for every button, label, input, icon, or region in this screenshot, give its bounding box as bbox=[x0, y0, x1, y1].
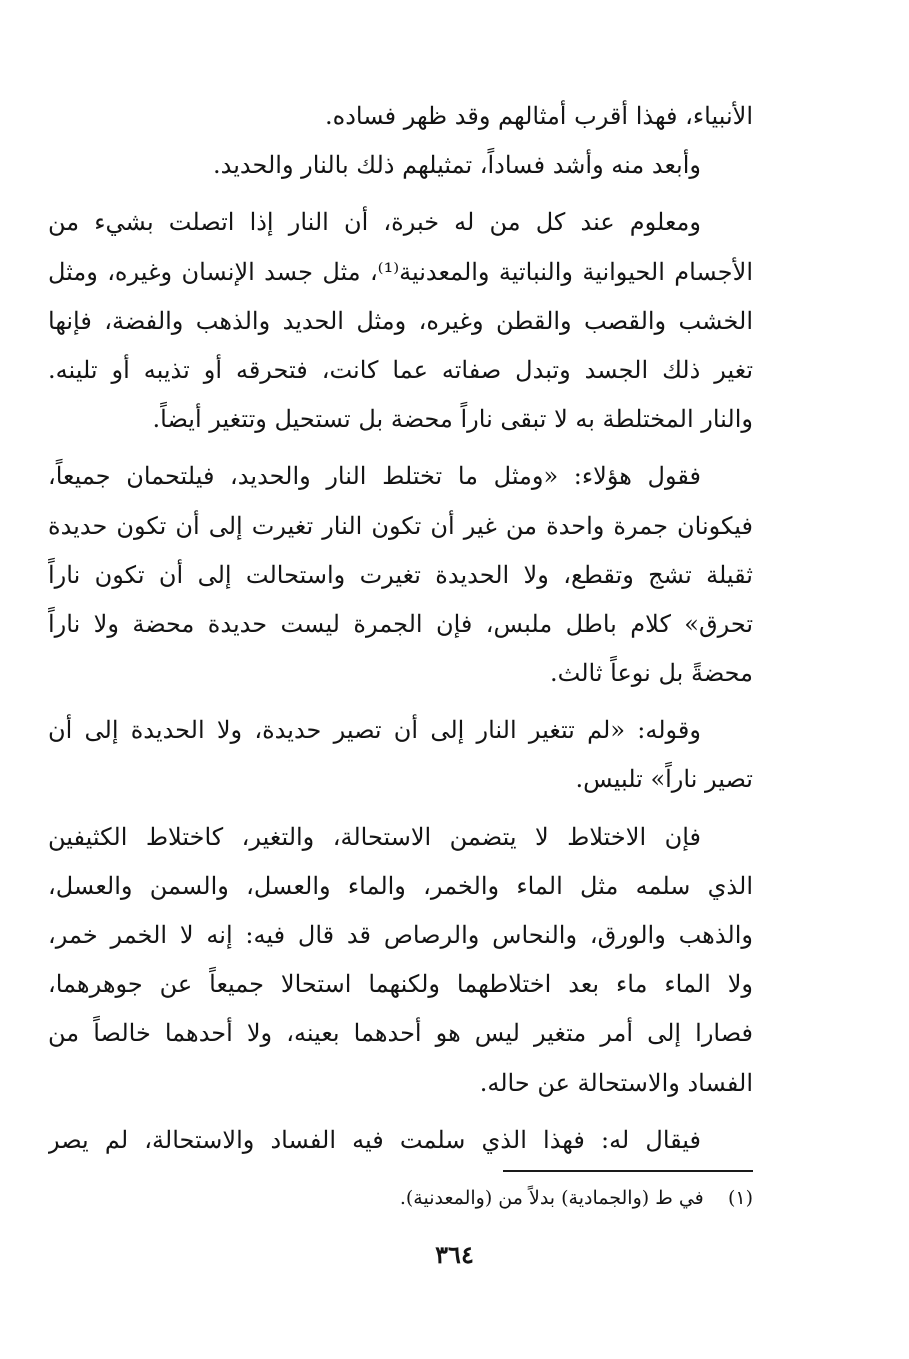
text-line: تحرق» كلام باطل ملبس، فإن الجمرة ليست حديدة محضة ولا ناراً bbox=[48, 609, 753, 638]
paragraph bbox=[48, 813, 753, 1108]
text-line: فقول هؤلاء: «ومثل ما تختلط النار والحديد، فيلتحمان جميعاً، bbox=[48, 462, 701, 491]
text-line: تصير ناراً» تلبيس. bbox=[575, 765, 753, 794]
text-line: الذي سلمه مثل الماء والخمر، والماء والعسل، والسمن والعسل، bbox=[48, 871, 753, 900]
text-line: الفساد والاستحالة عن حاله. bbox=[479, 1068, 753, 1097]
footnote-text: في ط (والجمادية) بدلاً من (والمعدنية). bbox=[399, 1187, 704, 1209]
paragraph bbox=[48, 198, 753, 444]
paragraph-gap bbox=[48, 698, 753, 706]
paragraph bbox=[48, 706, 753, 804]
footnote-divider bbox=[503, 1170, 753, 1172]
text-line: فصارا إلى أمر متغير ليس هو أحدهما بعينه، ولا أحدهما خالصاً من bbox=[48, 1019, 753, 1048]
page-body bbox=[48, 92, 753, 1165]
paragraph-gap bbox=[48, 805, 753, 813]
paragraph-gap bbox=[48, 190, 753, 198]
text-line: ثقيلة تشج وتقطع، ولا الحديدة تغيرت واستحالت إلى أن تكون ناراً bbox=[48, 560, 753, 589]
paragraph bbox=[48, 92, 753, 141]
footnote-marker: (١) bbox=[727, 1187, 753, 1209]
text-line: فيقال له: فهذا الذي سلمت فيه الفساد والاستحالة، لم يصر bbox=[48, 1125, 701, 1154]
paragraph bbox=[48, 141, 753, 190]
paragraph-gap bbox=[48, 1108, 753, 1116]
paragraph bbox=[48, 452, 753, 698]
footnote bbox=[300, 1183, 753, 1213]
text-line: ولا الماء ماء بعد اختلاطهما ولكنهما استحالا جميعاً عن جوهرهما، bbox=[48, 970, 753, 999]
text-line: محضةً بل نوعاً ثالث. bbox=[550, 659, 753, 688]
text-line: ومعلوم عند كل من له خبرة، أن النار إذا اتصلت بشيء من bbox=[48, 208, 701, 237]
text-line: الخشب والقصب والقطن وغيره، ومثل الحديد والذهب والفضة، فإنها bbox=[48, 306, 753, 335]
page-number: ٣٦٤ bbox=[435, 1240, 474, 1269]
paragraph bbox=[48, 1116, 753, 1165]
text-line: الأجسام الحيوانية والنباتية والمعدنية⁽¹⁾، مثل جسد الإنسان وغيره، ومثل bbox=[48, 257, 753, 286]
text-line: فيكونان جمرة واحدة من غير أن تكون النار تغيرت إلى أن تكون حديدة bbox=[48, 511, 753, 540]
text-line: وقوله: «لم تتغير النار إلى أن تصير حديدة، ولا الحديدة إلى أن bbox=[48, 716, 701, 745]
text-line: تغير ذلك الجسد وتبدل صفاته عما كانت، فتحرقه أو تذيبه أو تلينه. bbox=[48, 355, 753, 384]
text-line: والذهب والورق، والنحاس والرصاص قد قال فيه: إنه لا الخمر خمر، bbox=[48, 921, 753, 949]
text-line: وأبعد منه وأشد فساداً، تمثيلهم ذلك بالنار والحديد. bbox=[212, 151, 701, 180]
text-line: والنار المختلطة به لا تبقى ناراً محضة بل تستحيل وتتغير أيضاً. bbox=[152, 405, 753, 434]
text-line: الأنبياء، فهذا أقرب أمثالهم وقد ظهر فساده. bbox=[325, 102, 753, 130]
text-line: فإن الاختلاط لا يتضمن الاستحالة، والتغير، كاختلاط الكثيفين bbox=[48, 822, 701, 851]
paragraph-gap bbox=[48, 444, 753, 452]
